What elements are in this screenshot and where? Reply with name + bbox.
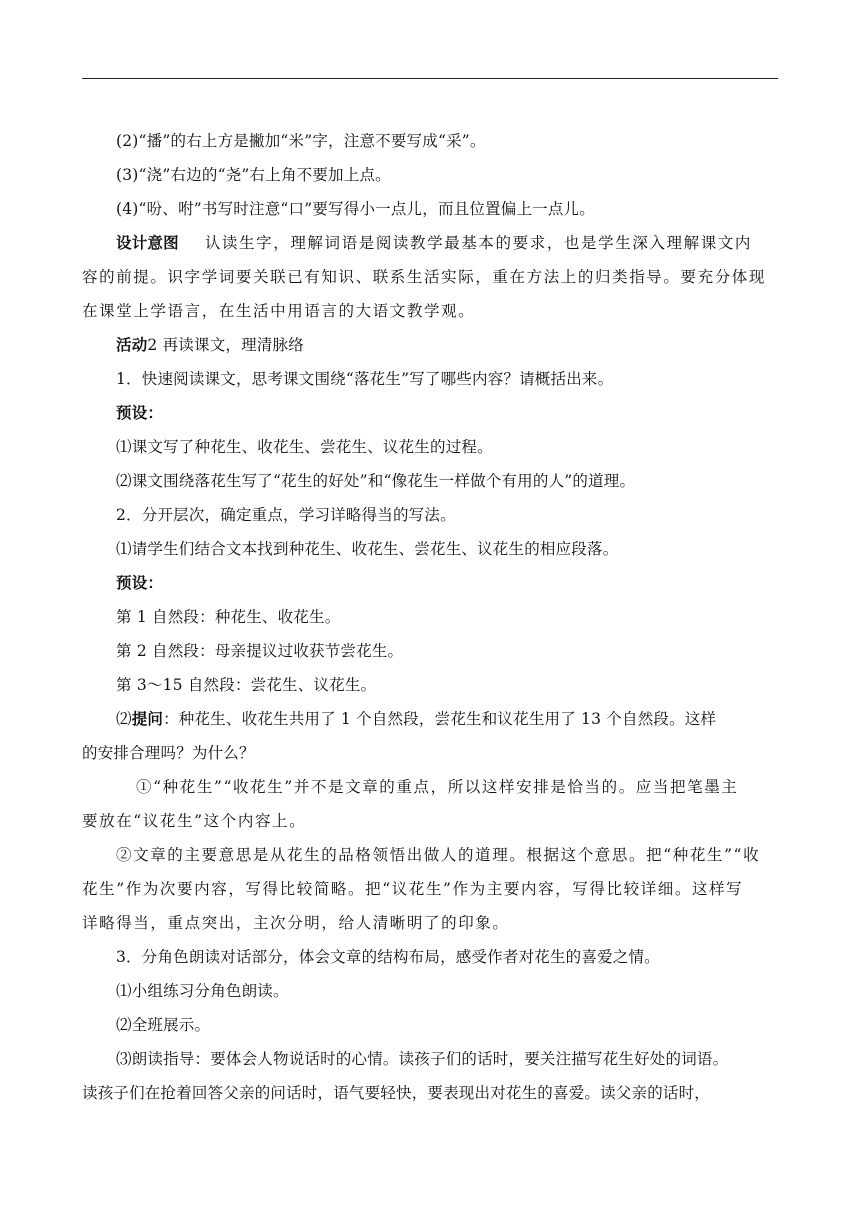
text-line: 第 2 自然段：母亲提议过收获节尝花生。 xyxy=(116,642,404,660)
activity-label: 活动 xyxy=(116,336,148,354)
text-line: ⑴请学生们结合文本找到种花生、收花生、尝花生、议花生的相应段落。 xyxy=(116,540,619,558)
text-line: ⑴课文写了种花生、收花生、尝花生、议花生的过程。 xyxy=(116,438,493,456)
text-line: ⑵课文围绕落花生写了“花生的好处”和“像花生一样做个有用的人”的道理。 xyxy=(116,472,636,490)
text-line: 2．分开层次，确定重点，学习详略得当的写法。 xyxy=(116,506,456,524)
text-line: 第 1 自然段：种花生、收花生。 xyxy=(116,608,341,626)
design-intent-line xyxy=(82,226,782,260)
document-body xyxy=(82,124,782,1110)
text-line: 详略得当，重点突出，主次分明，给人清晰明了的印象。 xyxy=(82,914,510,932)
question-line xyxy=(82,702,782,736)
text-line: ②文章的主要意思是从花生的品格领悟出做人的道理。根据这个意思。把“种花生”“收 xyxy=(116,846,761,864)
text-line: 的安排合理吗？为什么？ xyxy=(82,744,255,762)
text-line: ⑶朗读指导：要体会人物说话时的心情。读孩子们的话时，要关注描写花生好处的词语。 xyxy=(116,1050,729,1068)
activity-heading xyxy=(82,328,782,362)
text-line: 容的前提。识字学词要关联已有知识、联系生活实际，重在方法上的归类指导。要充分体现 xyxy=(82,268,767,286)
question-label: 提问 xyxy=(131,710,164,728)
text-line: 3．分角色朗读对话部分，体会文章的结构布局，感受作者对花生的喜爱之情。 xyxy=(116,948,660,966)
text-line: ⑵全班展示。 xyxy=(116,1016,211,1034)
header-rule xyxy=(82,78,778,79)
preset-label: 预设： xyxy=(116,404,164,422)
text-line: (4)“吩、咐”书写时注意“口”要写得小一点儿，而且位置偏上一点儿。 xyxy=(116,200,595,218)
activity-title: 2 再读课文，理清脉络 xyxy=(147,336,304,354)
text-line: (2)“播”的右上方是撇加“米”字，注意不要写成“采”。 xyxy=(116,132,486,150)
text-line: 1．快速阅读课文，思考课文围绕“落花生”写了哪些内容？请概括出来。 xyxy=(116,370,614,388)
text-line: 花生”作为次要内容，写得比较简略。把“议花生”作为主要内容，写得比较详细。这样写 xyxy=(82,880,744,898)
text-line: 第 3～15 自然段：尝花生、议花生。 xyxy=(116,676,377,694)
question-text: ：种花生、收花生共用了 1 个自然段，尝花生和议花生用了 13 个自然段。这样 xyxy=(163,710,717,728)
text-line: 在课堂上学语言，在生活中用语言的大语文教学观。 xyxy=(82,302,476,320)
text-line: ①“种花生”“收花生”并不是文章的重点，所以这样安排是恰当的。应当把笔墨主 xyxy=(136,778,739,796)
preset-label: 预设： xyxy=(116,574,164,592)
question-prefix: ⑵ xyxy=(116,710,132,728)
text-line: (3)“浇”右边的“尧”右上角不要加上点。 xyxy=(116,166,391,184)
design-intent-text: 认读生字，理解词语是阅读教学最基本的要求，也是学生深入理解课文内 xyxy=(204,234,753,252)
text-line: ⑴小组练习分角色朗读。 xyxy=(116,982,289,1000)
text-line: 读孩子们在抢着回答父亲的问话时，语气要轻快，要表现出对花生的喜爱。读父亲的话时， xyxy=(82,1084,711,1102)
design-intent-label: 设计意图 xyxy=(116,234,179,252)
text-line: 要放在“议花生”这个内容上。 xyxy=(82,812,307,830)
